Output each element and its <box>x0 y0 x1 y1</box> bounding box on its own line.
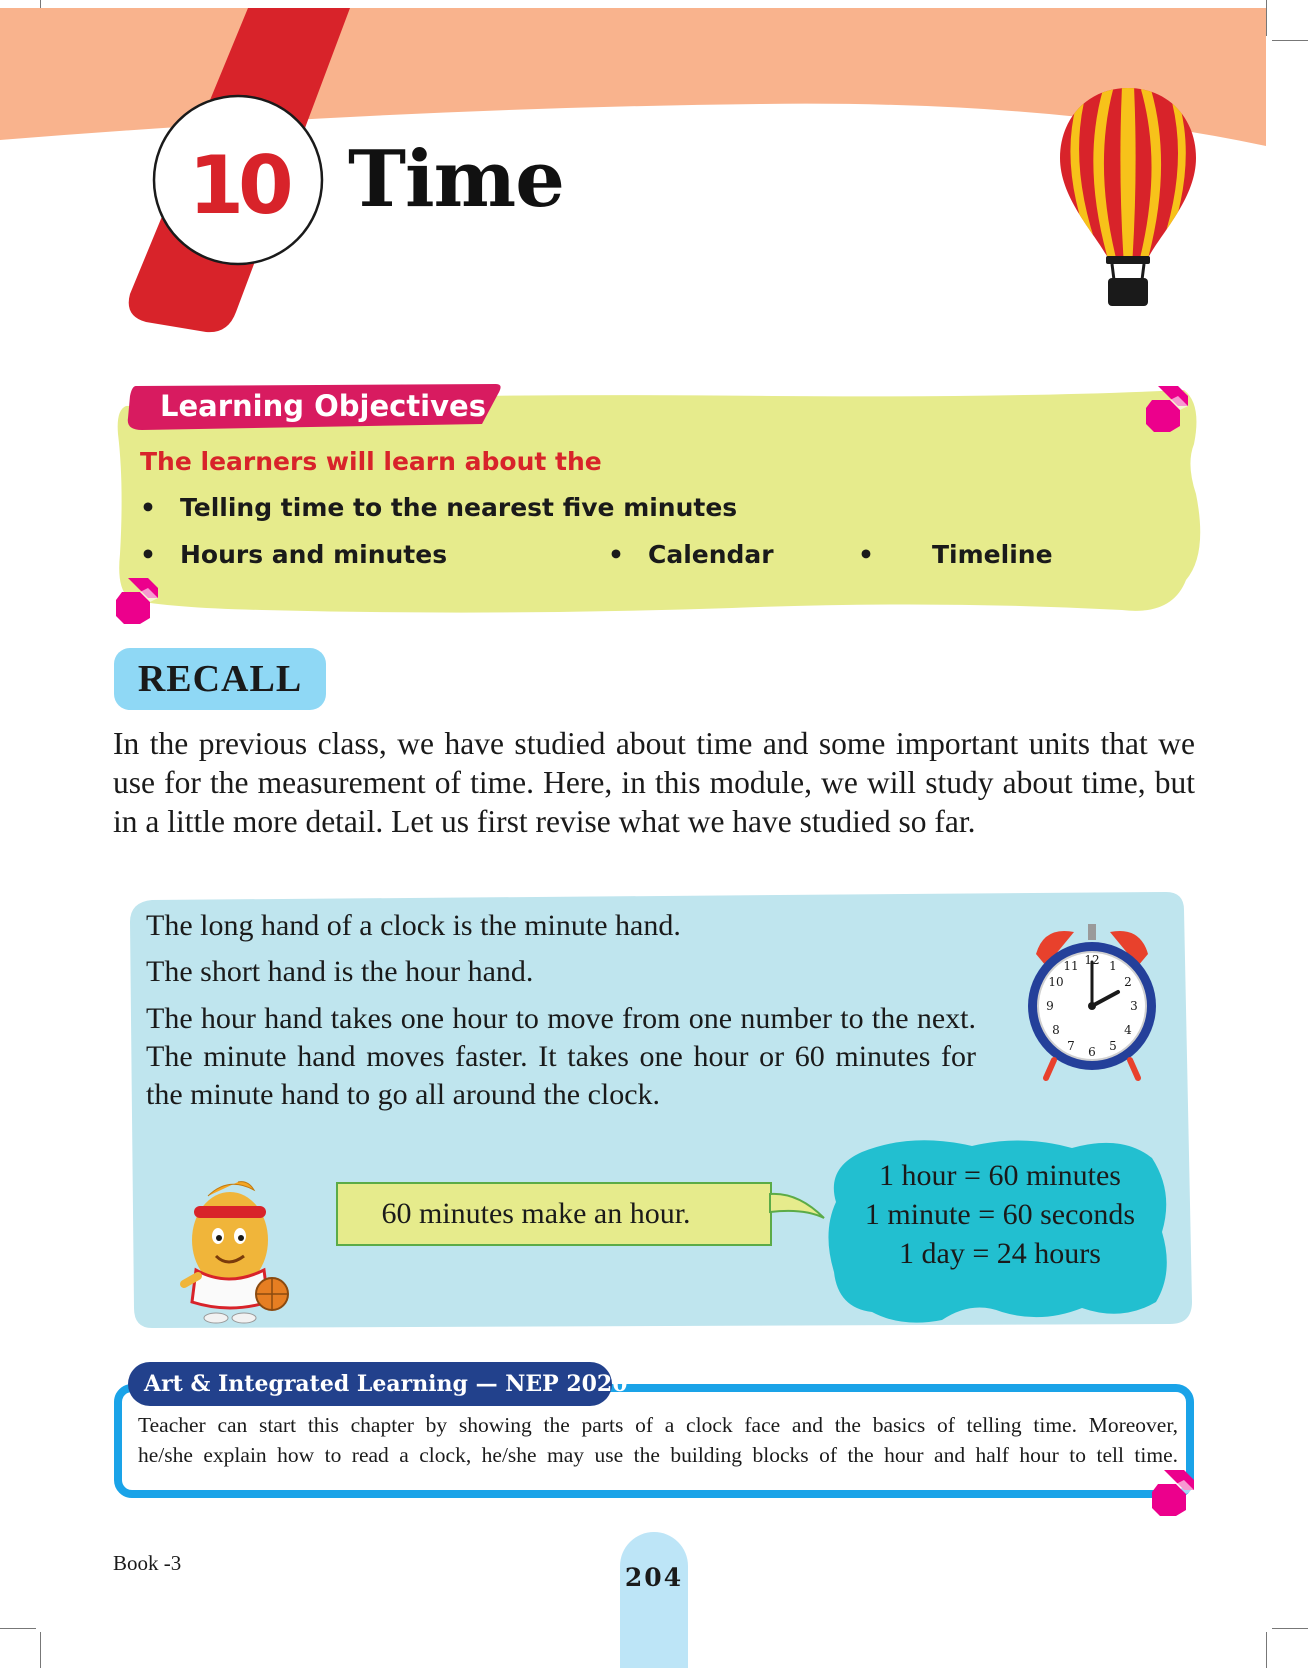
clock-numeral: 2 <box>1124 975 1132 989</box>
crop-mark <box>40 1632 41 1668</box>
bullet-point: • <box>140 540 156 569</box>
objective-item: Timeline <box>932 540 1053 569</box>
bullet-point: • <box>608 540 624 569</box>
unit-fact: 1 hour = 60 minutes <box>879 1159 1121 1192</box>
magenta-gem-icon <box>1144 384 1194 434</box>
chapter-title: Time <box>348 134 564 225</box>
unit-fact: 1 day = 24 hours <box>899 1237 1101 1270</box>
learning-objectives-heading: Learning Objectives <box>160 389 486 423</box>
clock-numeral: 6 <box>1088 1045 1096 1059</box>
clock-numeral: 8 <box>1052 1023 1060 1037</box>
magenta-gem-icon <box>114 576 164 626</box>
bullet-point: • <box>858 540 874 569</box>
clock-numeral: 4 <box>1124 1023 1132 1037</box>
speech-bubble-tail <box>768 1182 828 1222</box>
objective-item: Telling time to the nearest five minutes <box>180 493 738 522</box>
clock-numeral: 5 <box>1109 1039 1117 1053</box>
hot-air-balloon-icon <box>1058 86 1198 308</box>
chapter-number: 10 <box>188 139 288 232</box>
crop-mark <box>1266 1632 1267 1668</box>
alarm-clock-icon <box>1024 918 1160 1082</box>
learning-objectives-intro: The learners will learn about the <box>140 447 602 476</box>
clock-numeral: 9 <box>1046 999 1054 1013</box>
art-integrated-heading: Art & Integrated Learning — NEP 2020 <box>144 1371 628 1397</box>
clock-numeral: 1 <box>1109 959 1117 973</box>
fact-line: The short hand is the hour hand. <box>146 955 534 988</box>
clock-numeral: 3 <box>1130 999 1138 1013</box>
page-number-tab <box>620 1532 688 1668</box>
book-label: Book -3 <box>113 1551 182 1575</box>
crop-mark <box>1272 1628 1308 1629</box>
crop-mark <box>0 1628 36 1629</box>
objective-item: Hours and minutes <box>180 540 448 569</box>
recall-paragraph: In the previous class, we have studied about time and some important units that we use for the measurement of time. Here, in this module, we will study about time, but in a little more detail. Let us first revise what we have studied so far. <box>113 726 1195 839</box>
magenta-gem-icon <box>1150 1468 1200 1518</box>
clock-numeral: 10 <box>1048 975 1064 989</box>
clock-numeral: 7 <box>1067 1039 1075 1053</box>
clock-numeral: 12 <box>1084 953 1100 967</box>
art-integrated-text: he/she explain how to read a clock, he/she may use the building blocks of the hour and half hour to tell time. <box>138 1443 1178 1467</box>
speech-bubble-text: 60 minutes make an hour. <box>381 1197 691 1230</box>
objective-item: Calendar <box>648 540 774 569</box>
clock-numeral: 11 <box>1063 959 1079 973</box>
unit-fact: 1 minute = 60 seconds <box>864 1198 1136 1231</box>
fact-paragraph: The hour hand takes one hour to move from one number to the next. The minute hand moves faster. It takes one hour or 60 minutes for the minute hand to go all around the clock. <box>146 1002 976 1111</box>
recall-heading: RECALL <box>137 658 303 700</box>
fact-line: The long hand of a clock is the minute hand. <box>146 909 681 942</box>
bullet-point: • <box>140 493 156 522</box>
page-number: 204 <box>624 1563 684 1592</box>
art-integrated-text: Teacher can start this chapter by showing the parts of a clock face and the basics of telling time. Moreover, <box>138 1413 1178 1437</box>
potato-mascot-icon <box>168 1176 298 1324</box>
